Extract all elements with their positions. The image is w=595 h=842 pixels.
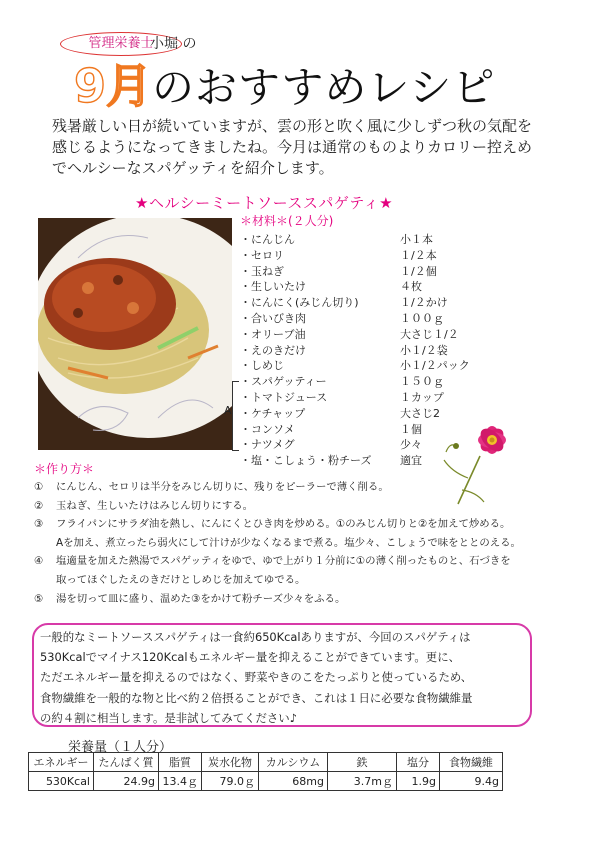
nutrition-header: エネルギー <box>29 753 94 772</box>
ingredient-name: ・ナツメグ <box>240 438 295 452</box>
page-title <box>74 50 496 113</box>
step-number: ③ <box>34 518 44 531</box>
ingredient-name: ・トマトジュース <box>240 390 328 404</box>
badge-text: 管理栄養士 <box>88 36 154 51</box>
nutrition-value: 1.9g <box>397 772 440 791</box>
step-text: Aを加え、煮立ったら弱火にして汁けが少なくなるまで煮る。塩少々、こしょうで味をととのえる。 <box>56 536 521 549</box>
ingredient-row <box>240 232 480 248</box>
step-text: 湯を切って皿に盛り、温めた③をかけて粉チーズ少々をふる。 <box>56 592 346 605</box>
ingredient-qty: １カップ <box>400 390 444 404</box>
ingredient-row <box>240 264 480 280</box>
step-row <box>34 497 574 516</box>
step-text: 玉ねぎ、生しいたけはみじん切りにする。 <box>56 499 254 512</box>
ingredient-row <box>240 343 480 359</box>
nutrition-value: 3.7mｇ <box>328 772 397 791</box>
step-row <box>34 552 574 571</box>
step-text: フライパンにサラダ油を熱し、にんにくとひき肉を炒める。①のみじん切りと②を加えて炒める。 <box>56 518 511 531</box>
step-row <box>34 515 574 534</box>
ingredient-name: ・オリーブ油 <box>240 327 306 341</box>
ingredient-name: ・しめじ <box>240 359 284 373</box>
nutrition-heading: 栄養量（１人分） <box>68 740 173 755</box>
ingredient-qty: 小１/２パック <box>400 359 470 373</box>
ingredient-name: ・コンソメ <box>240 422 295 436</box>
ingredient-name: ・塩・こしょう・粉チーズ <box>240 454 372 468</box>
author-name: 小堀 の <box>150 36 197 52</box>
ingredient-name: ・えのきだけ <box>240 343 306 357</box>
step-row <box>34 534 574 553</box>
ingredient-qty: 少々 <box>400 438 422 452</box>
note-text <box>40 627 524 728</box>
steps-list <box>34 478 574 608</box>
nutrition-table <box>28 752 503 791</box>
intro-line: 残暑厳しい日が続いていますが、雲の形と吹く風に少しずつ秋の気配を <box>52 117 533 135</box>
ingredients-heading: ＊材料＊(２人分) <box>240 214 334 228</box>
step-number: ④ <box>34 555 44 568</box>
ingredient-row <box>240 327 480 343</box>
ingredient-name: ・セロリ <box>240 248 284 262</box>
recipe-title: ★ヘルシーミートソーススパゲティ★ <box>135 194 394 212</box>
nutrition-value: 13.4ｇ <box>159 772 202 791</box>
ingredient-qty: ４枚 <box>400 280 422 294</box>
title-text: のおすすめレシピ <box>152 63 496 112</box>
ingredient-row <box>240 248 480 264</box>
steps-heading: ＊作り方＊ <box>34 462 95 476</box>
step-number: ⑤ <box>34 592 44 605</box>
step-text: にんじん、セロリは半分をみじん切りに、残りをピーラーで薄く削る。 <box>56 481 389 493</box>
nutrition-header: 鉄 <box>328 753 397 772</box>
group-a-bracket <box>232 381 239 451</box>
intro-paragraph <box>52 116 557 179</box>
ingredient-row <box>240 358 480 374</box>
step-row <box>34 478 574 497</box>
ingredient-name: ・スパゲッティー <box>240 375 327 389</box>
nutrition-header: 塩分 <box>397 753 440 772</box>
ingredient-qty: 大さじ2 <box>400 406 440 420</box>
step-number: ② <box>34 499 44 512</box>
group-a-label: A <box>224 404 232 417</box>
ingredient-name: ・にんにく(みじん切り) <box>240 296 359 310</box>
step-text: 取ってほぐしたえのきだけとしめじを加えてゆでる。 <box>56 573 306 586</box>
nutrition-value: 9.4g <box>440 772 503 791</box>
ingredient-name: ・ケチャップ <box>240 406 306 420</box>
step-row <box>34 590 574 609</box>
note-line: 530Kcalでマイナス120Kcalもエネルギー量を抑えることができています。更に、 <box>40 650 460 665</box>
ingredient-qty: 適宜 <box>400 454 422 468</box>
ingredient-qty: １５０ｇ <box>400 375 444 389</box>
intro-line: 感じるようになってきましたね。今月は通常のものよりカロリー控えめ <box>52 138 533 156</box>
nutrition-header: カルシウム <box>259 753 328 772</box>
ingredient-row <box>240 295 480 311</box>
ingredient-qty: １/２本 <box>400 248 437 262</box>
nutrition-value: 530Kcal <box>29 772 94 791</box>
nutrition-value: 68mg <box>259 772 328 791</box>
spaghetti-photo <box>38 218 232 450</box>
ingredient-name: ・にんじん <box>240 233 295 246</box>
ingredient-qty: 小１/２袋 <box>400 343 448 357</box>
title-month: 9月 <box>74 59 153 113</box>
ingredient-row <box>240 279 480 295</box>
nutrition-value: 24.9g <box>94 772 159 791</box>
intro-line: でヘルシーなスパゲッティを紹介します。 <box>52 159 334 177</box>
nutrition-header: たんぱく質 <box>94 753 159 772</box>
nutrition-header: 炭水化物 <box>202 753 259 772</box>
note-line: ただエネルギー量を抑えるのではなく、野菜やきのこをたっぷりと使っているため、 <box>40 670 473 685</box>
ingredient-qty: 大さじ１/２ <box>400 327 459 341</box>
step-text: 塩適量を加えた熱湯でスパゲッティをゆで、ゆで上がり１分前に①の薄く削ったものと、石づきを <box>56 555 511 568</box>
note-line: 一般的なミートソーススパゲティは一食約650Kcalありますが、今回のスパゲティは <box>40 630 471 644</box>
step-number: ① <box>34 481 44 493</box>
ingredient-qty: １/２個 <box>400 264 437 278</box>
step-row <box>34 571 574 590</box>
nutrition-header: 脂質 <box>159 753 202 772</box>
nutrition-header-row <box>29 753 503 772</box>
note-line: の約４割に相当します。是非試してみてください♪ <box>40 710 297 725</box>
ingredient-qty: 小１本 <box>400 233 433 246</box>
ingredient-row <box>240 390 480 406</box>
nutrition-value-row <box>29 772 503 791</box>
ingredient-row <box>240 311 480 327</box>
ingredient-qty: １００ｇ <box>400 311 444 325</box>
ingredient-name: ・生しいたけ <box>240 280 306 294</box>
note-line: 食物繊維を一般的な物と比べ約２倍摂ることができ、これは１日に必要な食物繊維量 <box>40 690 473 705</box>
ingredient-row <box>240 374 480 390</box>
nutrition-header: 食物繊維 <box>440 753 503 772</box>
ingredient-qty: １/２かけ <box>400 296 448 310</box>
ingredient-name: ・合いびき肉 <box>240 311 306 325</box>
ingredient-qty: １個 <box>400 422 422 436</box>
nutrition-value: 79.0ｇ <box>202 772 259 791</box>
ingredient-name: ・玉ねぎ <box>240 264 284 278</box>
